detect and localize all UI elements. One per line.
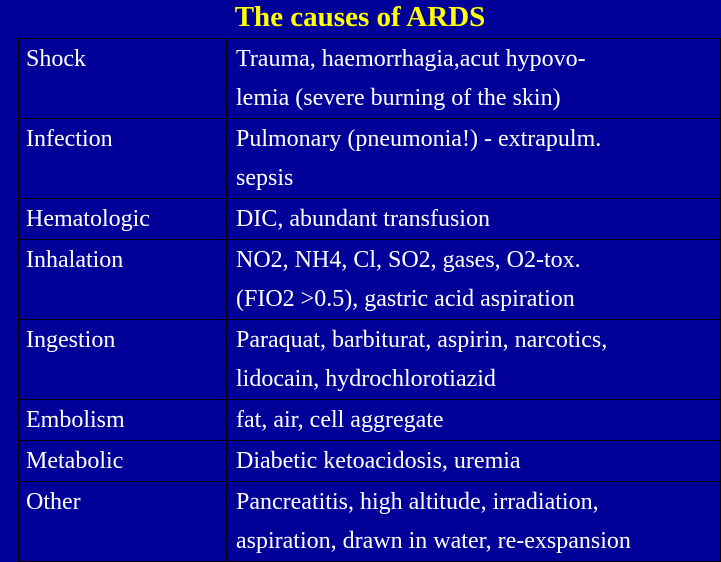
cause-details bbox=[227, 320, 721, 400]
cause-category: Shock bbox=[19, 39, 227, 119]
detail-line: sepsis bbox=[236, 165, 294, 191]
cause-category: Infection bbox=[19, 119, 227, 199]
cause-category: Metabolic bbox=[19, 441, 227, 482]
cause-details bbox=[227, 119, 721, 199]
table-row bbox=[19, 441, 721, 482]
cause-category: Ingestion bbox=[19, 320, 227, 400]
detail-line: Diabetic ketoacidosis, uremia bbox=[236, 448, 521, 474]
detail-line: (FIO2 >0.5), gastric acid aspiration bbox=[236, 286, 575, 312]
cause-details bbox=[227, 199, 721, 240]
detail-line: lemia (severe burning of the skin) bbox=[236, 85, 561, 111]
table-row bbox=[19, 199, 721, 240]
cause-details bbox=[227, 482, 721, 562]
table-row bbox=[19, 119, 721, 199]
cause-details bbox=[227, 240, 721, 320]
cause-category: Hematologic bbox=[19, 199, 227, 240]
table-row bbox=[19, 320, 721, 400]
detail-line: Paraquat, barbiturat, aspirin, narcotics, bbox=[236, 327, 608, 353]
cause-details bbox=[227, 39, 721, 119]
cause-category: Inhalation bbox=[19, 240, 227, 320]
detail-line: fat, air, cell aggregate bbox=[236, 407, 444, 433]
table-row bbox=[19, 482, 721, 562]
detail-line: Trauma, haemorrhagia,acut hypovo- bbox=[236, 46, 586, 72]
detail-line: DIC, abundant transfusion bbox=[236, 206, 490, 232]
detail-line: Pancreatitis, high altitude, irradiation, bbox=[236, 489, 599, 515]
detail-line: NO2, NH4, Cl, SO2, gases, O2-tox. bbox=[236, 247, 581, 273]
detail-line: lidocain, hydrochlorotiazid bbox=[236, 366, 496, 392]
table-row bbox=[19, 39, 721, 119]
detail-line: Pulmonary (pneumonia!) - extrapulm. bbox=[236, 126, 602, 152]
cause-details bbox=[227, 441, 721, 482]
table-row bbox=[19, 240, 721, 320]
cause-details bbox=[227, 400, 721, 441]
causes-table bbox=[18, 38, 721, 562]
slide-title: The causes of ARDS bbox=[234, 1, 486, 33]
detail-line: aspiration, drawn in water, re-exspansion bbox=[236, 528, 631, 554]
cause-category: Embolism bbox=[19, 400, 227, 441]
table-row bbox=[19, 400, 721, 441]
cause-category: Other bbox=[19, 482, 227, 562]
